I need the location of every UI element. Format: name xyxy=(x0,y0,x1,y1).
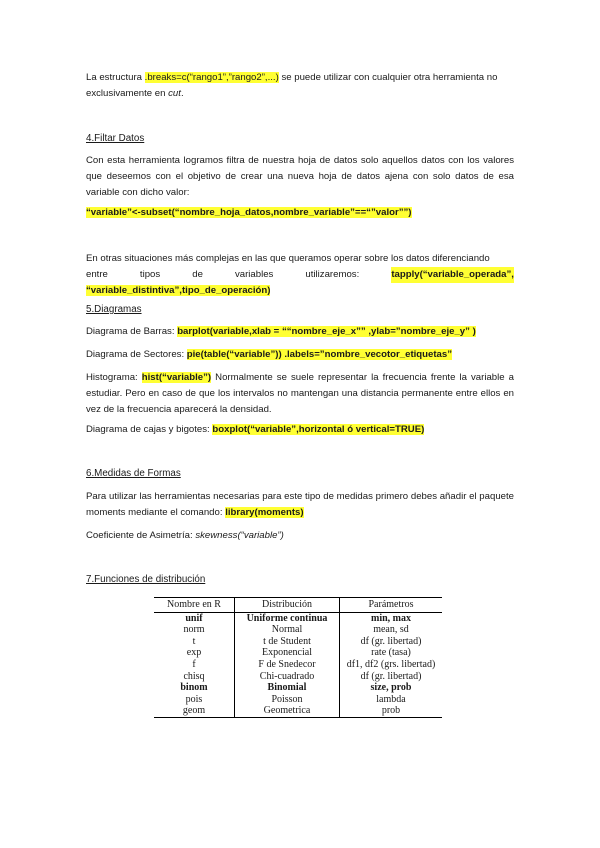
subset-code: “variable”<-subset(“nombre_hoja_datos,nombre_variable”==“”valor””) xyxy=(86,207,412,218)
moments-text: Para utilizar las herramientas necesarias para este tipo de medidas primero debes añadir el paquete moments mediante el comando: xyxy=(86,491,514,518)
table-cell: chisq xyxy=(154,671,235,683)
table-cell: f xyxy=(154,659,235,671)
table-cell: prob xyxy=(340,705,443,717)
word-tipos: tipos xyxy=(139,269,161,280)
header-parametros: Parámetros xyxy=(340,598,443,613)
table-cell: mean, sd xyxy=(373,624,409,636)
section-7-heading: 7.Funciones de distribución xyxy=(86,574,206,585)
table-row xyxy=(154,671,442,683)
table-cell: df (gr. libertad) xyxy=(360,635,422,647)
sectores-line xyxy=(86,347,514,363)
boxplot-code: boxplot(“variable”,horizontal ó vertical=TRUE) xyxy=(212,424,425,435)
library-code: library(moments) xyxy=(225,507,304,518)
distribution-table xyxy=(154,597,442,718)
table-header-row xyxy=(154,598,442,613)
sectores-label: Diagrama de Sectores: xyxy=(86,349,187,360)
table-cell: size, prob xyxy=(370,682,412,694)
barplot-code: barplot(variable,xlab = ““nombre_eje_x”” ,ylab=”nombre_eje_y” ) xyxy=(177,326,476,337)
table-row xyxy=(154,612,442,624)
table-row xyxy=(154,694,442,706)
tapply-line-3 xyxy=(86,283,514,299)
table-row xyxy=(154,636,442,648)
boxplot-line xyxy=(86,422,514,438)
intro-text-end: . xyxy=(180,88,184,99)
skewness-code: skewness(“variable”) xyxy=(195,530,284,541)
section-5-heading: 5.Diagramas xyxy=(86,304,142,315)
table-cell: binom xyxy=(154,682,235,694)
intro-text-after: se puede utilizar con cualquier otra herramienta no exclusivamente en xyxy=(86,72,498,99)
word-de: de xyxy=(192,269,203,280)
barras-label: Diagrama de Barras: xyxy=(86,326,178,337)
hist-code: hist(“variable”) xyxy=(141,372,212,383)
table-cell: Normal xyxy=(235,624,340,636)
header-nombre: Nombre en R xyxy=(154,598,235,613)
table-cell: unif xyxy=(154,612,235,624)
word-utilizaremos: utilizaremos: xyxy=(305,269,360,280)
table-cell: df (gr. libertad) xyxy=(360,670,422,682)
filter-paragraph: Con esta herramienta logramos filtra de nuestra hoja de datos solo aquellos datos con los valores que deseemos con el objetivo de crear una nueva hoja de datos ajena con solo datos de esa variable con dicho valor: xyxy=(86,155,514,198)
section-6-heading: 6.Medidas de Formas xyxy=(86,468,181,479)
section-4-heading: 4.Filtar Datos xyxy=(86,133,145,144)
moments-paragraph xyxy=(86,489,514,521)
box-label: Diagrama de cajas y bigotes: xyxy=(86,424,213,435)
table-cell: Poisson xyxy=(235,694,340,706)
table-cell: F de Snedecor xyxy=(235,659,340,671)
word-entre: entre xyxy=(86,269,108,280)
table-cell: Geometrica xyxy=(235,705,340,717)
cut-word: cut xyxy=(168,88,181,99)
intro-paragraph xyxy=(86,70,514,102)
pie-code: pie(table(“variable”)) .labels=”nombre_vecotor_etiquetas” xyxy=(186,349,453,360)
coef-label: Coeficiente de Asimetría: xyxy=(86,530,196,541)
table-cell: exp xyxy=(154,647,235,659)
table-cell: Chi-cuadrado xyxy=(235,671,340,683)
table-row xyxy=(154,659,442,671)
histograma-paragraph xyxy=(86,370,514,418)
hist-text: Normalmente se suele representar la frecuencia frente la variable a estudiar. Pero en caso de que los intervalos no mantengan una distancia permanente entre ellos en vez de la frecuencia aparecerá la densidad. xyxy=(86,372,514,415)
word-variables: variables xyxy=(234,269,274,280)
asimetria-line xyxy=(86,528,514,544)
table-cell: Binomial xyxy=(235,682,340,694)
header-distribucion: Distribución xyxy=(235,598,340,613)
table-row xyxy=(154,624,442,636)
hist-label: Histograma: xyxy=(86,372,142,383)
table-cell: Uniforme continua xyxy=(235,612,340,624)
table-cell: Exponencial xyxy=(235,647,340,659)
table-row xyxy=(154,647,442,659)
table-cell: min, max xyxy=(371,612,411,624)
barras-line xyxy=(86,324,514,340)
table-cell: pois xyxy=(154,694,235,706)
tapply-line-2 xyxy=(86,267,514,283)
table-body xyxy=(154,612,442,717)
tapply-paragraph xyxy=(86,251,514,299)
breaks-code: .breaks=c(“rango1”,”rango2”,...) xyxy=(144,72,279,83)
table-cell: t de Student xyxy=(235,636,340,648)
table-row xyxy=(154,705,442,717)
table-cell: rate (tasa) xyxy=(371,647,411,659)
table-cell: df1, df2 (grs. libertad) xyxy=(346,658,436,670)
tapply-code-part2: “variable_distintiva”,tipo_de_operación) xyxy=(86,285,271,296)
tapply-line-1: En otras situaciones más complejas en las que queramos operar sobre los datos diferenciando xyxy=(86,253,490,264)
table-cell: norm xyxy=(154,624,235,636)
intro-text-before: La estructura xyxy=(86,72,145,83)
tapply-code-part1: tapply(“variable_operada”, xyxy=(391,267,514,283)
table-row xyxy=(154,682,442,694)
table-cell: t xyxy=(154,636,235,648)
subset-code-line xyxy=(86,205,514,221)
table-cell: lambda xyxy=(376,693,406,705)
table-cell: geom xyxy=(154,705,235,717)
